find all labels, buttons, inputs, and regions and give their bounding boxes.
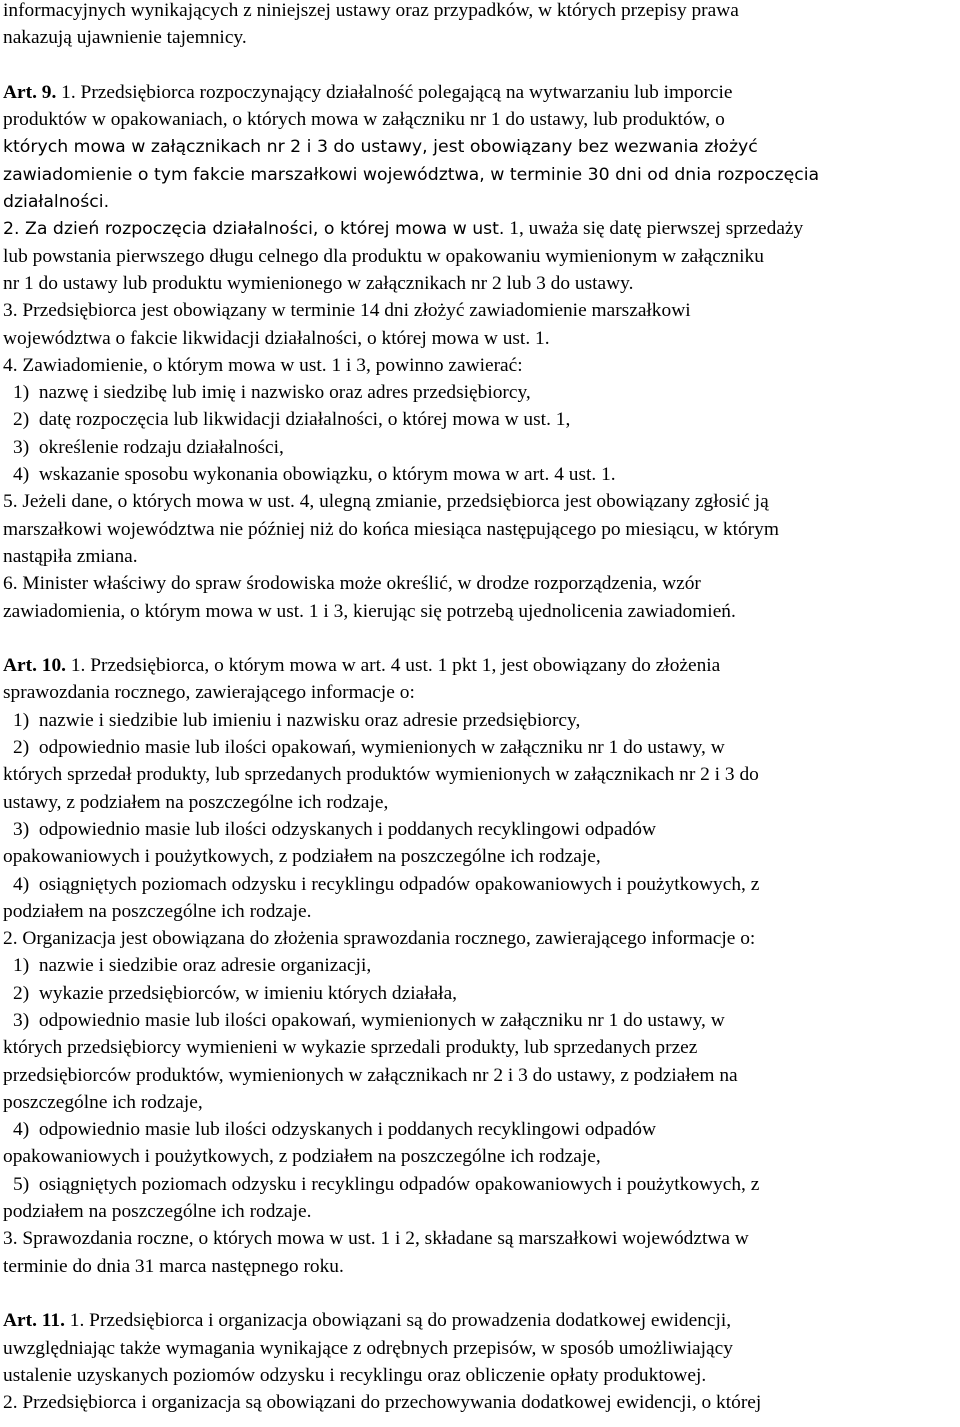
list-item-line <box>3 952 953 979</box>
line-text: opakowaniowych i poużytkowych, z podziałem na poszczególne ich rodzaje, <box>3 846 601 868</box>
text-line <box>3 898 953 925</box>
list-item-line <box>3 461 953 488</box>
text-line <box>3 1198 953 1225</box>
line-text: 2) odpowiednio masie lub ilości opakowań, wymienionych w załączniku nr 1 do ustawy, w <box>13 737 725 759</box>
text-line <box>3 789 953 816</box>
text-line <box>3 297 953 324</box>
line-text: poszczególne ich rodzaje, <box>3 1091 203 1113</box>
line-text-continuation: 1, uważa się datę pierwszej sprzedaży <box>504 218 804 240</box>
line-text: 2. Przedsiębiorca i organizacja są obowiązani do przechowywania dodatkowej ewidencji, o której <box>3 1392 762 1414</box>
line-text: 1) nazwie i siedzibie oraz adresie organizacji, <box>13 955 372 977</box>
line-text: których sprzedał produkty, lub sprzedanych produktów wymienionych w załącznikach nr 2 i 3 do <box>3 764 759 786</box>
text-line <box>3 79 953 106</box>
text-line <box>3 24 953 51</box>
line-text: 6. Minister właściwy do spraw środowiska może określić, w drodze rozporządzenia, wzór <box>3 573 701 595</box>
text-line <box>3 1089 953 1116</box>
line-text: 1. Przedsiębiorca rozpoczynający działalność polegającą na wytwarzaniu lub imporcie <box>56 81 733 103</box>
paragraph-gap <box>3 625 953 652</box>
text-line <box>3 215 953 242</box>
text-line <box>3 679 953 706</box>
line-text: marszałkowi województwa nie później niż do końca miesiąca następującego po miesiącu, w którym <box>3 518 779 540</box>
list-item-line <box>3 816 953 843</box>
text-line <box>3 761 953 788</box>
line-text: nr 1 do ustawy lub produktu wymienionego w załącznikach nr 2 lub 3 do ustawy. <box>3 272 634 294</box>
paragraph-gap <box>3 1280 953 1307</box>
line-text: 4) odpowiednio masie lub ilości odzyskanych i poddanych recyklingowi odpadów <box>13 1119 656 1141</box>
line-text: 5. Jeżeli dane, o których mowa w ust. 4, ulegną zmianie, przedsiębiorca jest obowiązany zgłosić ją <box>3 491 769 513</box>
line-text: zawiadomienia, o którym mowa w ust. 1 i 3, kierując się potrzebą ujednolicenia zawiadomień. <box>3 600 736 622</box>
line-text: 3) odpowiednio masie lub ilości opakowań, wymienionych w załączniku nr 1 do ustawy, w <box>13 1009 725 1031</box>
line-text: 2) datę rozpoczęcia lub likwidacji działalności, o której mowa w ust. 1, <box>13 409 571 431</box>
list-item-line <box>3 1171 953 1198</box>
article-number: Art. 9. <box>3 81 57 103</box>
text-line <box>3 1362 953 1389</box>
line-text: opakowaniowych i poużytkowych, z podziałem na poszczególne ich rodzaje, <box>3 1146 601 1168</box>
list-item-line <box>3 434 953 461</box>
text-line <box>3 1143 953 1170</box>
article-number: Art. 11. <box>3 1310 65 1332</box>
text-line <box>3 133 953 160</box>
line-text: nakazują ujawnienie tajemnicy. <box>3 27 247 49</box>
line-text: 1) nazwie i siedzibie lub imieniu i nazwisku oraz adresie przedsiębiorcy, <box>13 709 581 731</box>
line-text: 5) osiągniętych poziomach odzysku i recyklingu odpadów opakowaniowych i poużytkowych, z <box>13 1173 760 1195</box>
line-text: ustawy, z podziałem na poszczególne ich rodzaje, <box>3 791 389 813</box>
line-text: których mowa w załącznikach nr 2 i 3 do ustawy, jest obowiązany bez wezwania złożyć <box>3 137 758 158</box>
list-item-line <box>3 980 953 1007</box>
line-text: przedsiębiorców produktów, wymienionych w załącznikach nr 2 i 3 do ustawy, z podziałem na <box>3 1064 738 1086</box>
line-text: 3. Przedsiębiorca jest obowiązany w terminie 14 dni złożyć zawiadomienie marszałkowi <box>3 300 691 322</box>
text-line <box>3 516 953 543</box>
line-text: 2. Organizacja jest obowiązana do złożenia sprawozdania rocznego, zawierającego informacje o: <box>3 928 756 950</box>
line-text: których przedsiębiorcy wymienieni w wykazie sprzedali produkty, lub sprzedanych przez <box>3 1037 698 1059</box>
line-text: uwzględniając także wymagania wynikające z odrębnych przepisów, w sposób umożliwiający <box>3 1337 733 1359</box>
text-line <box>3 1335 953 1362</box>
text-line <box>3 1225 953 1252</box>
list-item-line <box>3 406 953 433</box>
line-text: województwa o fakcie likwidacji działalności, o której mowa w ust. 1. <box>3 327 550 349</box>
line-text: 3. Sprawozdania roczne, o których mowa w ust. 1 i 2, składane są marszałkowi województwa w <box>3 1228 749 1250</box>
line-text: podziałem na poszczególne ich rodzaje. <box>3 900 312 922</box>
line-text: informacyjnych wynikających z niniejszej ustawy oraz przypadków, w których przepisy prawa <box>3 0 739 21</box>
text-line <box>3 843 953 870</box>
document-body <box>3 0 953 1416</box>
line-text: sprawozdania rocznego, zawierającego informacje o: <box>3 682 415 704</box>
line-text: 1. Przedsiębiorca i organizacja obowiązani są do prowadzenia dodatkowej ewidencji, <box>64 1310 732 1332</box>
line-text: 3) odpowiednio masie lub ilości odzyskanych i poddanych recyklingowi odpadów <box>13 818 656 840</box>
text-line <box>3 1062 953 1089</box>
text-line <box>3 188 953 215</box>
line-text: nastąpiła zmiana. <box>3 545 138 567</box>
line-text: terminie do dnia 31 marca następnego roku. <box>3 1255 344 1277</box>
line-text: 1. Przedsiębiorca, o którym mowa w art. 4 ust. 1 pkt 1, jest obowiązany do złożenia <box>66 655 721 677</box>
text-line <box>3 352 953 379</box>
list-item-line <box>3 1116 953 1143</box>
line-text: 4) wskazanie sposobu wykonania obowiązku, o którym mowa w art. 4 ust. 1. <box>13 464 616 486</box>
text-line <box>3 106 953 133</box>
text-line <box>3 652 953 679</box>
line-text: 4. Zawiadomienie, o którym mowa w ust. 1 i 3, powinno zawierać: <box>3 354 523 376</box>
line-text: podziałem na poszczególne ich rodzaje. <box>3 1201 312 1223</box>
line-text: produktów w opakowaniach, o których mowa w załączniku nr 1 do ustawy, lub produktów, o <box>3 109 725 131</box>
text-line <box>3 570 953 597</box>
article-number: Art. 10. <box>3 655 67 677</box>
text-line <box>3 1389 953 1416</box>
list-item-line <box>3 707 953 734</box>
text-line <box>3 1034 953 1061</box>
text-line <box>3 1307 953 1334</box>
text-line <box>3 488 953 515</box>
list-item-line <box>3 379 953 406</box>
text-line <box>3 0 953 24</box>
line-text: działalności. <box>3 192 110 213</box>
line-text: 2) wykazie przedsiębiorców, w imieniu których działała, <box>13 982 458 1004</box>
line-text: 3) określenie rodzaju działalności, <box>13 436 284 458</box>
text-line <box>3 925 953 952</box>
line-text: 4) osiągniętych poziomach odzysku i recyklingu odpadów opakowaniowych i poużytkowych, z <box>13 873 760 895</box>
text-line <box>3 325 953 352</box>
line-text: ustalenie uzyskanych poziomów odzysku i recyklingu oraz obliczenie opłaty produktowej. <box>3 1364 707 1386</box>
text-line <box>3 270 953 297</box>
line-text: zawiadomienie o tym fakcie marszałkowi województwa, w terminie 30 dni od dnia rozpoczęcia <box>3 164 820 185</box>
text-line <box>3 1253 953 1280</box>
paragraph-gap <box>3 52 953 79</box>
list-item-line <box>3 871 953 898</box>
text-line <box>3 543 953 570</box>
text-line <box>3 598 953 625</box>
line-text: lub powstania pierwszego długu celnego dla produktu w opakowaniu wymienionym w załączniku <box>3 245 764 267</box>
text-line <box>3 243 953 270</box>
text-line <box>3 161 953 188</box>
list-item-line <box>3 1007 953 1034</box>
list-item-line <box>3 734 953 761</box>
line-text: 2. Za dzień rozpoczęcia działalności, o której mowa w ust. <box>3 219 505 240</box>
line-text: 1) nazwę i siedzibę lub imię i nazwisko oraz adres przedsiębiorcy, <box>13 382 531 404</box>
